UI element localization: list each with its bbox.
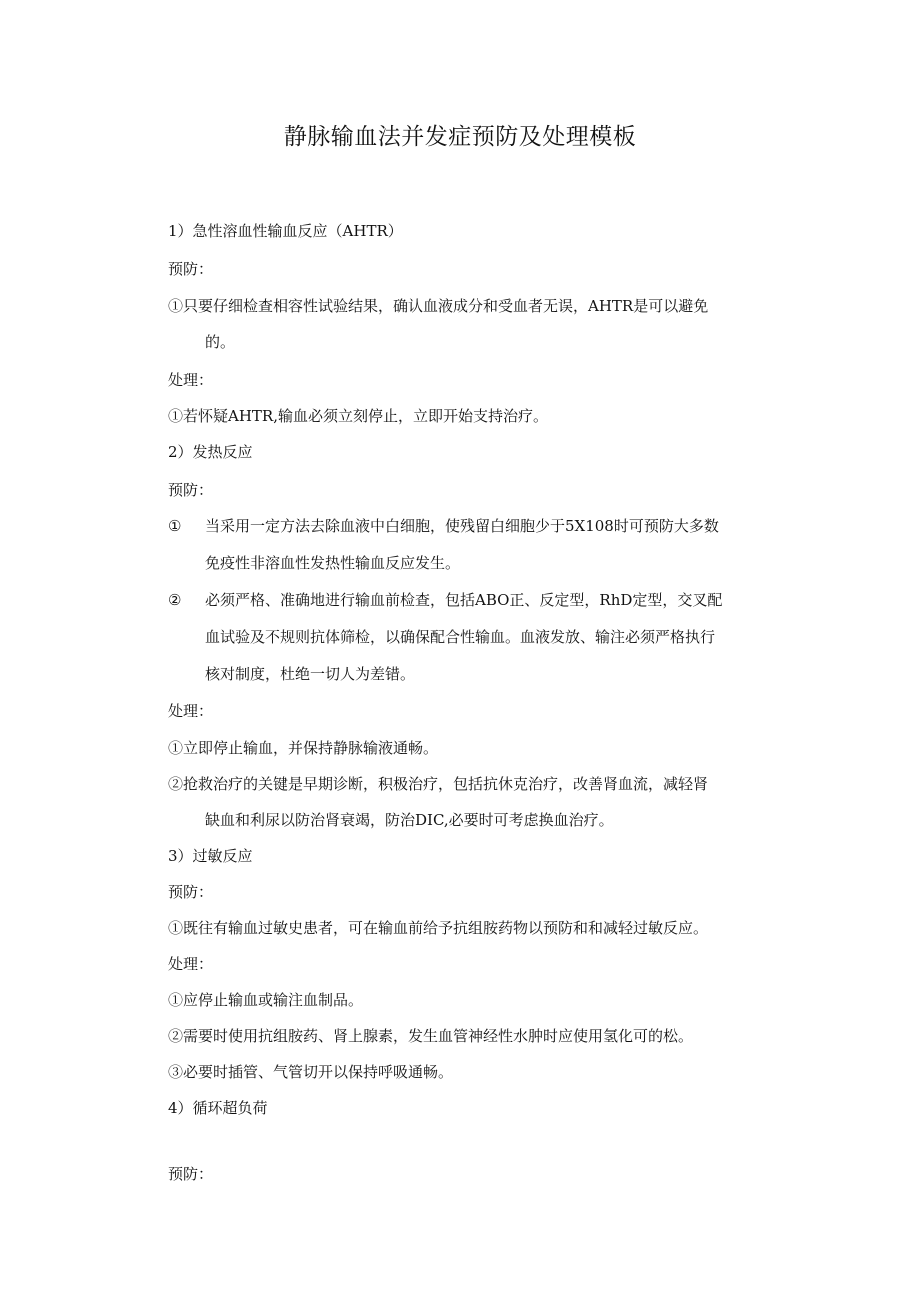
section-2-prevention-item-2: 必须严格、准确地进行输血前检查，包括ABO正、反定型，RhD定型，交叉配	[205, 591, 723, 609]
section-2-prevention-item-2-cont-1: 血试验及不规则抗体筛检，以确保配合性输血。血液发放、输注必须严格执行	[205, 628, 716, 646]
section-1-heading: 1）急性溶血性输血反应（AHTR）	[168, 222, 403, 240]
section-3-treatment-item-1: ①应停止输血或输注血制品。	[168, 991, 364, 1009]
section-3-treatment-label: 处理：	[168, 955, 214, 973]
section-2-treatment-label: 处理：	[168, 702, 214, 720]
page-title: 静脉输血法并发症预防及处理模板	[283, 124, 637, 150]
section-3-prevention-label: 预防：	[168, 883, 214, 901]
section-2-prevention-item-1: 当采用一定方法去除血液中白细胞，使残留白细胞少于5X108时可预防大多数	[205, 517, 719, 535]
section-2-prevention-item-1-cont: 免疫性非溶血性发热性输血反应发生。	[205, 554, 461, 572]
section-2-prevention-label: 预防：	[168, 481, 214, 499]
section-3-treatment-item-2: ②需要时使用抗组胺药、肾上腺素，发生血管神经性水肿时应使用氢化可的松。	[168, 1027, 694, 1045]
section-2-heading: 2）发热反应	[168, 443, 253, 461]
section-4-prevention-label: 预防：	[168, 1165, 214, 1183]
section-1-prevention-item-1-cont: 的。	[205, 333, 236, 351]
section-2-treatment-item-2-cont: 缺血和利尿以防治肾衰竭，防治DIC,必要时可考虑换血治疗。	[205, 811, 614, 829]
section-2-prevention-marker-2: ②	[168, 591, 182, 609]
section-4-heading: 4）循环超负荷	[168, 1099, 268, 1117]
section-2-treatment-item-2: ②抢救治疗的关键是早期诊断，积极治疗，包括抗休克治疗，改善肾血流，减轻肾	[168, 775, 709, 793]
section-1-treatment-item-1: ①若怀疑AHTR,输血必须立刻停止，立即开始支持治疗。	[168, 407, 548, 425]
section-2-treatment-item-1: ①立即停止输血，并保持静脉输液通畅。	[168, 739, 439, 757]
section-2-prevention-marker-1: ①	[168, 517, 182, 535]
section-3-prevention-item-1: ①既往有输血过敏史患者，可在输血前给予抗组胺药物以预防和和减轻过敏反应。	[168, 919, 709, 937]
section-1-prevention-item-1: ①只要仔细检查相容性试验结果，确认血液成分和受血者无误，AHTR是可以避免	[168, 297, 709, 315]
section-1-prevention-label: 预防：	[168, 260, 214, 278]
section-2-prevention-item-2-cont-2: 核对制度，杜绝一切人为差错。	[205, 665, 416, 683]
section-3-heading: 3）过敏反应	[168, 847, 253, 865]
section-1-treatment-label: 处理：	[168, 371, 214, 389]
section-3-treatment-item-3: ③必要时插管、气管切开以保持呼吸通畅。	[168, 1063, 454, 1081]
